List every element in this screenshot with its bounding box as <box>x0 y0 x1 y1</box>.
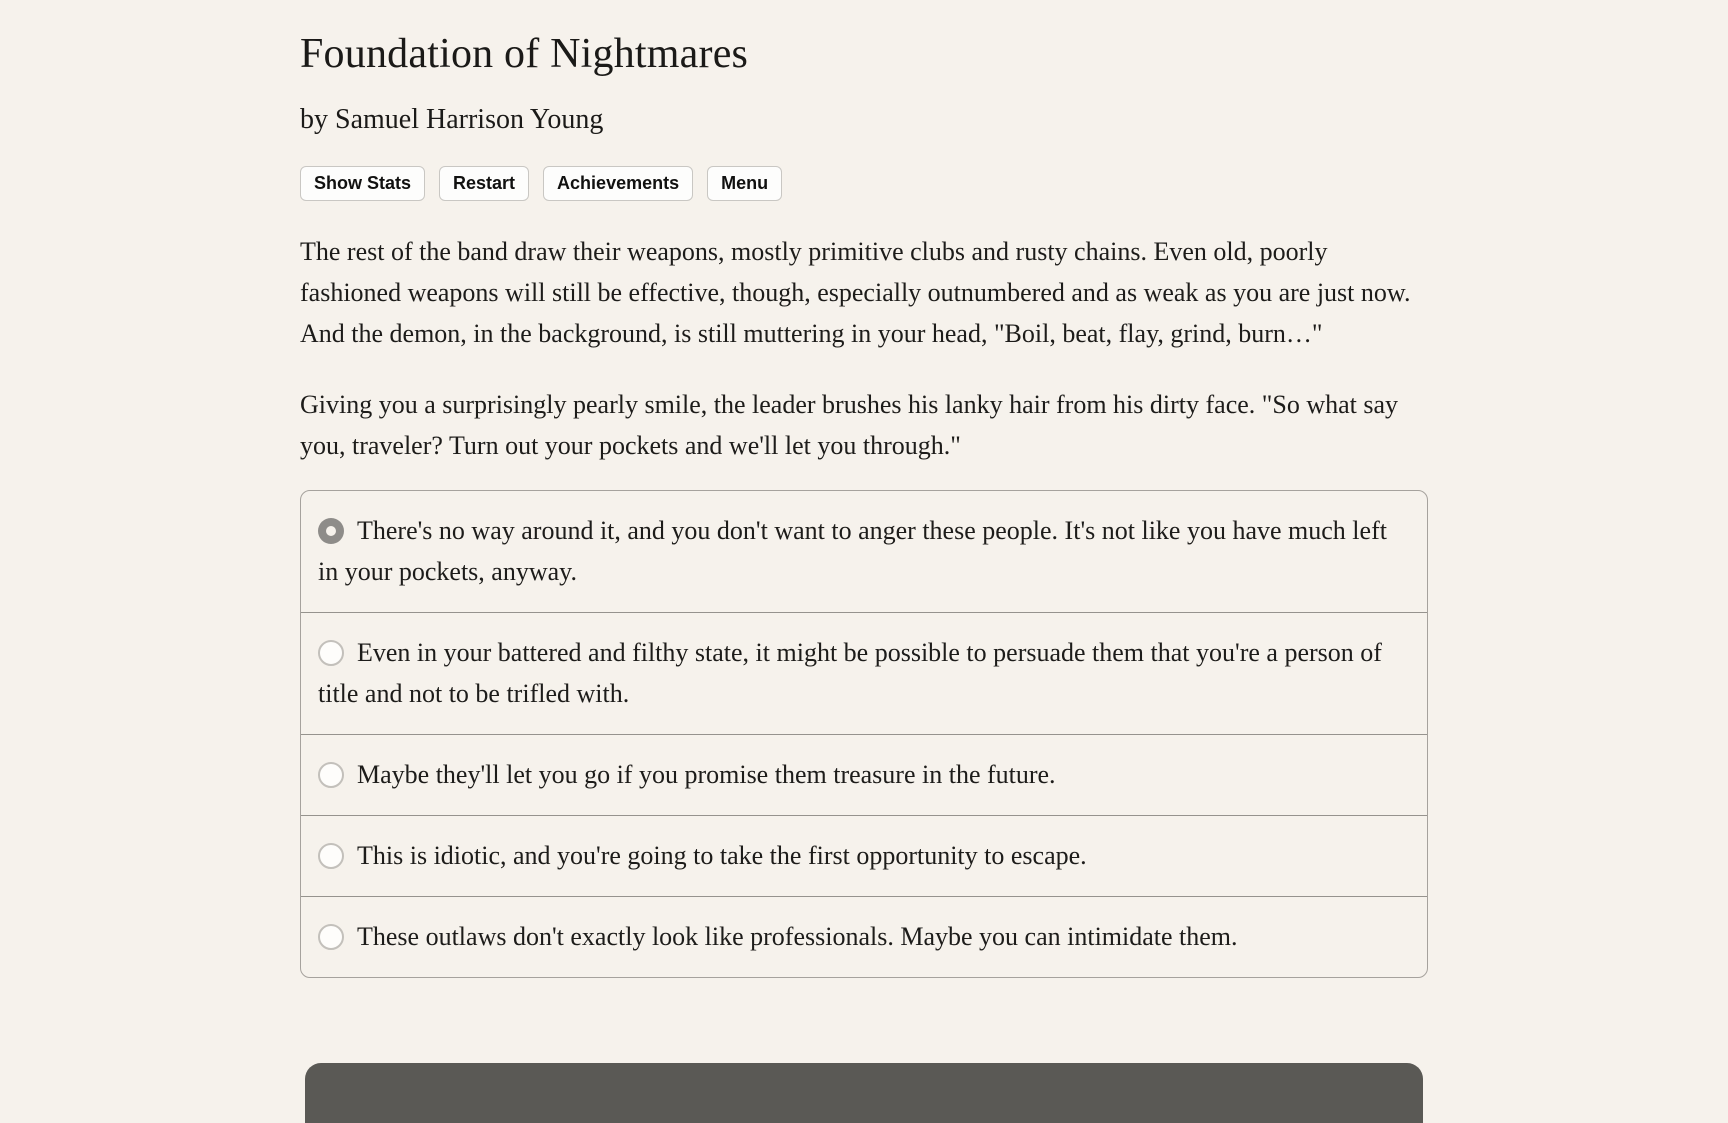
choice-list <box>300 490 1428 978</box>
radio-unselected-icon[interactable] <box>318 762 344 788</box>
choice-label: This is idiotic, and you're going to take the first opportunity to escape. <box>357 841 1087 870</box>
choice-label: Maybe they'll let you go if you promise them treasure in the future. <box>357 760 1056 789</box>
radio-selected-icon[interactable] <box>318 518 344 544</box>
show-stats-button[interactable]: Show Stats <box>300 166 425 201</box>
radio-dot <box>326 526 336 536</box>
choice-label: Even in your battered and filthy state, it might be possible to persuade them that you're a person of title and not to be trifled with. <box>318 638 1382 708</box>
page-title: Foundation of Nightmares <box>300 31 749 77</box>
choice-option-1[interactable] <box>301 491 1427 612</box>
choice-option-3[interactable] <box>301 734 1427 815</box>
restart-button[interactable]: Restart <box>439 166 529 201</box>
choice-option-2[interactable] <box>301 612 1427 734</box>
radio-unselected-icon[interactable] <box>318 843 344 869</box>
toolbar <box>300 166 1428 201</box>
story-paragraph-2: Giving you a surprisingly pearly smile, the leader brushes his lanky hair from his dirty face. "So what say you, traveler? Turn out your pockets and we'll let you through." <box>300 390 1399 460</box>
radio-unselected-icon[interactable] <box>318 924 344 950</box>
choice-label: These outlaws don't exactly look like professionals. Maybe you can intimidate them. <box>357 922 1238 951</box>
story-page <box>300 0 1428 978</box>
radio-unselected-icon[interactable] <box>318 640 344 666</box>
next-button[interactable] <box>305 1063 1423 1123</box>
choice-label: There's no way around it, and you don't want to anger these people. It's not like you have much left in your pockets, anyway. <box>318 516 1387 586</box>
choice-option-4[interactable] <box>301 815 1427 896</box>
choice-option-5[interactable] <box>301 896 1427 977</box>
achievements-button[interactable]: Achievements <box>543 166 693 201</box>
story-paragraph-1: The rest of the band draw their weapons, mostly primitive clubs and rusty chains. Even old, poorly fashioned weapons will still be effective, though, especially outnumbered and as weak as you are just now. And the demon, in the background, is still muttering in your head, "Boil, beat, flay, grind, burn…" <box>300 237 1411 348</box>
menu-button[interactable]: Menu <box>707 166 782 201</box>
author-byline: by Samuel Harrison Young <box>300 104 604 135</box>
